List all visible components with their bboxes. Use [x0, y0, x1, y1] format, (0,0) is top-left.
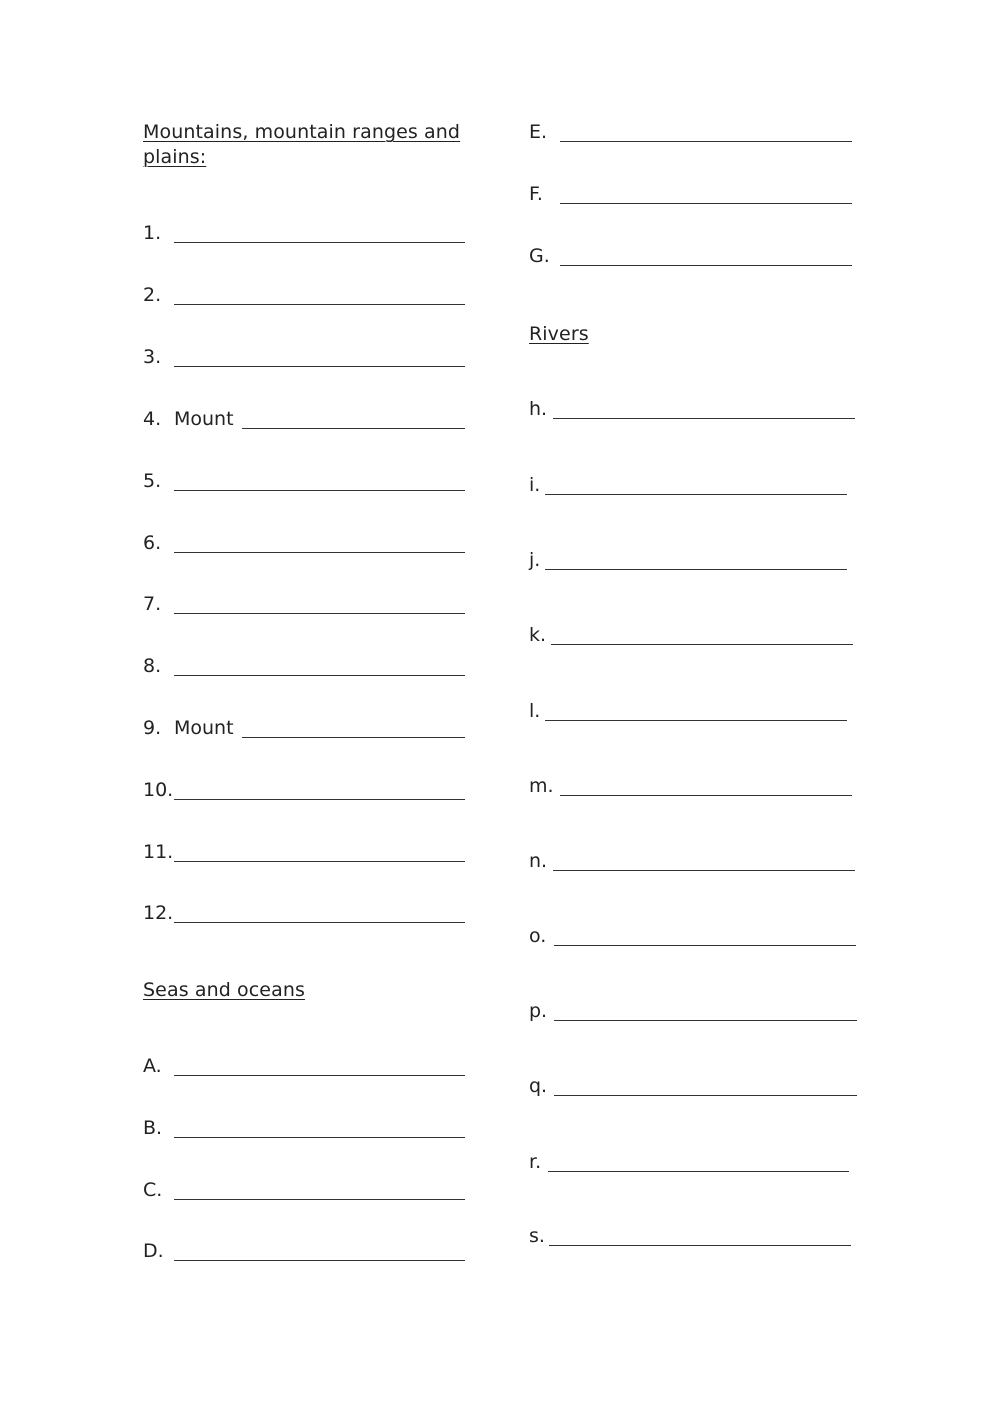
item-label: q. — [529, 1075, 548, 1097]
answer-row — [143, 1116, 465, 1142]
answer-row — [143, 469, 465, 495]
item-label: D. — [143, 1240, 164, 1262]
answer-blank[interactable] — [174, 1199, 465, 1200]
answer-row — [143, 531, 465, 557]
mountains-heading-line1: Mountains, mountain ranges and — [143, 121, 461, 143]
answer-blank[interactable] — [554, 1095, 857, 1096]
answer-row — [143, 1054, 465, 1080]
answer-blank[interactable] — [174, 613, 465, 614]
answer-row — [529, 1074, 857, 1100]
answer-blank[interactable] — [174, 242, 465, 243]
answer-row — [143, 654, 465, 680]
answer-row — [143, 901, 465, 927]
mountains-heading — [143, 120, 460, 170]
answer-row — [529, 999, 857, 1025]
mountains-heading-line2: plains: — [143, 146, 207, 168]
item-label: s. — [529, 1225, 545, 1247]
item-label: o. — [529, 925, 547, 947]
answer-blank[interactable] — [553, 870, 855, 871]
item-label: 8. — [143, 655, 162, 677]
answer-row — [143, 1178, 465, 1204]
answer-blank[interactable] — [545, 494, 847, 495]
answer-blank[interactable] — [545, 569, 847, 570]
answer-blank[interactable] — [545, 720, 847, 721]
answer-row — [143, 778, 465, 804]
answer-blank[interactable] — [174, 799, 465, 800]
item-label: A. — [143, 1055, 162, 1077]
answer-row — [529, 1150, 849, 1176]
item-label: G. — [529, 245, 550, 267]
item-label: 9. — [143, 717, 162, 739]
item-label: h. — [529, 398, 548, 420]
answer-blank[interactable] — [174, 304, 465, 305]
item-label: m. — [529, 775, 554, 797]
item-label: F. — [529, 183, 543, 205]
answer-row — [529, 244, 852, 270]
answer-blank[interactable] — [549, 1245, 851, 1246]
answer-row — [143, 283, 465, 309]
answer-row — [143, 407, 465, 433]
answer-blank[interactable] — [174, 861, 465, 862]
answer-row — [529, 397, 855, 423]
answer-row — [529, 473, 847, 499]
answer-blank[interactable] — [553, 418, 855, 419]
answer-row — [143, 221, 465, 247]
answer-blank[interactable] — [560, 141, 852, 142]
answer-row — [529, 774, 852, 800]
answer-row — [529, 548, 847, 574]
mount-prefix: Mount — [174, 408, 234, 430]
item-label: j. — [529, 549, 541, 571]
answer-row — [529, 120, 852, 146]
answer-blank[interactable] — [242, 428, 465, 429]
answer-blank[interactable] — [174, 675, 465, 676]
answer-row — [143, 1239, 465, 1265]
item-label: k. — [529, 624, 547, 646]
answer-blank[interactable] — [560, 795, 852, 796]
answer-row — [143, 716, 465, 742]
item-label: E. — [529, 121, 548, 143]
answer-blank[interactable] — [554, 1020, 857, 1021]
answer-row — [529, 1224, 851, 1250]
mount-prefix: Mount — [174, 717, 234, 739]
item-label: 5. — [143, 470, 162, 492]
item-label: 6. — [143, 532, 162, 554]
answer-row — [529, 182, 852, 208]
answer-blank[interactable] — [242, 737, 465, 738]
item-label: 12. — [143, 902, 174, 924]
answer-row — [143, 592, 465, 618]
answer-blank[interactable] — [560, 203, 852, 204]
answer-blank[interactable] — [174, 1075, 465, 1076]
answer-row — [143, 345, 465, 371]
answer-blank[interactable] — [174, 490, 465, 491]
item-label: r. — [529, 1151, 542, 1173]
item-label: p. — [529, 1000, 548, 1022]
item-label: 7. — [143, 593, 162, 615]
answer-blank[interactable] — [174, 1137, 465, 1138]
item-label: 3. — [143, 346, 162, 368]
item-label: l. — [529, 700, 541, 722]
answer-blank[interactable] — [554, 945, 856, 946]
answer-blank[interactable] — [551, 644, 853, 645]
answer-blank[interactable] — [174, 1260, 465, 1261]
answer-blank[interactable] — [560, 265, 852, 266]
answer-blank[interactable] — [174, 922, 465, 923]
item-label: B. — [143, 1117, 163, 1139]
item-label: i. — [529, 474, 541, 496]
rivers-heading: Rivers — [529, 323, 589, 345]
item-label: C. — [143, 1179, 163, 1201]
seas-heading: Seas and oceans — [143, 979, 305, 1001]
item-label: 4. — [143, 408, 162, 430]
answer-row — [143, 840, 465, 866]
answer-blank[interactable] — [548, 1171, 849, 1172]
answer-row — [529, 924, 856, 950]
answer-row — [529, 849, 855, 875]
answer-row — [529, 623, 853, 649]
answer-blank[interactable] — [174, 366, 465, 367]
answer-blank[interactable] — [174, 552, 465, 553]
item-label: 2. — [143, 284, 162, 306]
item-label: 11. — [143, 841, 174, 863]
answer-row — [529, 699, 847, 725]
item-label: 10. — [143, 779, 174, 801]
item-label: n. — [529, 850, 548, 872]
item-label: 1. — [143, 222, 162, 244]
